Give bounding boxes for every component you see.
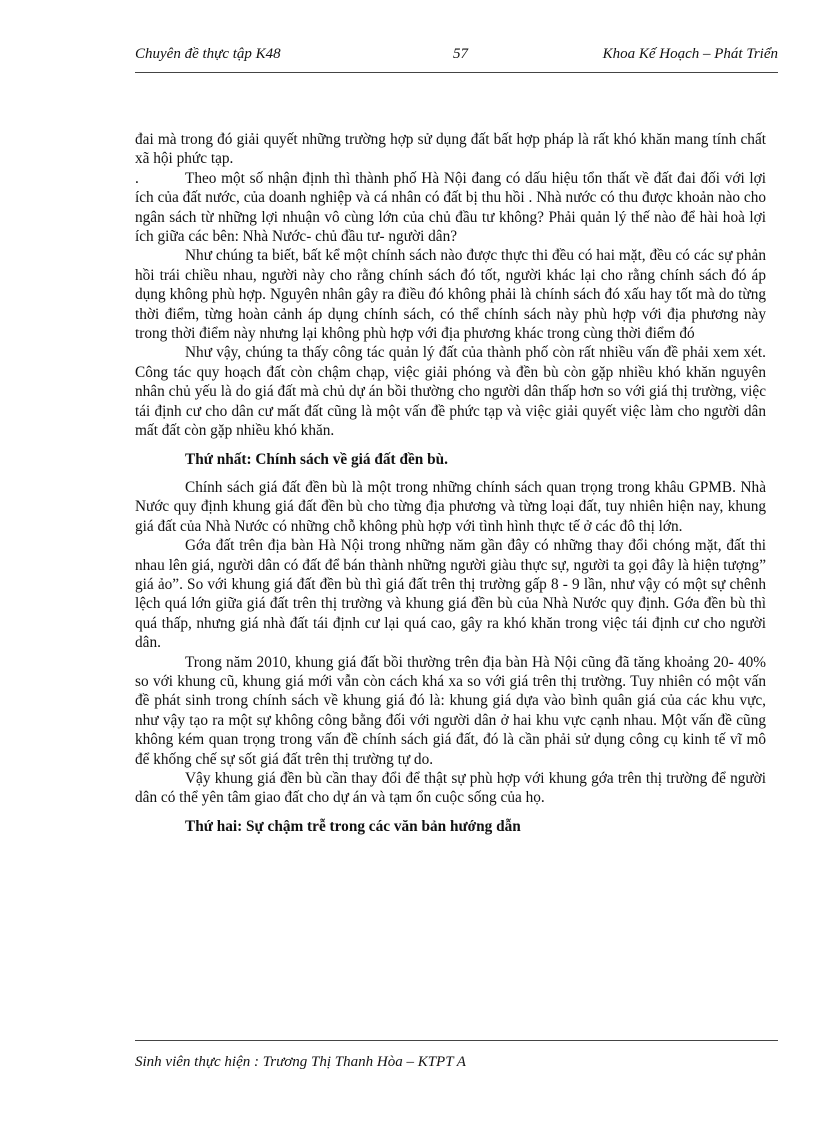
page-header xyxy=(135,46,778,70)
paragraph-2010-price-frame: Trong năm 2010, khung giá đất bồi thường trên địa bàn Hà Nội cũng đã tăng khoảng 20- 40% so với khung cũ, khung giá mới vẫn còn cách khá xa so với giá trên thị trường. Tuy nhiên có một vấn đề phát sinh trong chính sách về khung giá đó là: khung giá dựa vào bình quân giá của các khu vực, như vậy tạo ra một sự không công bằng đối với người dân ở hai khu vực cạnh nhau. Một vấn đề cũng không kém quan trọng trong vấn đề chính sách giá đất, đó là cần phải sử dụng công cụ kinh tế vĩ mô để khống chế sự sốt giá đất trên thị trường tự do. xyxy=(135,653,766,768)
paragraph-hanoi-land-price: Gớa đất trên địa bàn Hà Nội trong những năm gần đây có những thay đổi chóng mặt, đất thi nhau lên giá, người dân có đất để bán thành những người giàu thực sự, người ta gọi đây là hiện tượng” giá ảo”. So với khung giá đất đền bù thì giá đất trên thị trường gấp 8 - 9 lần, như vậy có một sự chênh lệch quá lớn giữa giá đất trên thị trường và khung giá đền bù của Nhà Nước quy định. Gớa đền bù thì quá thấp, nhưng giá nhà đất tái định cư lại quá cao, gây ra khó khăn trong việc tái định cư cho người dân. xyxy=(135,537,766,652)
paragraph-land-loss-text: Theo một số nhận định thì thành phố Hà Nội đang có dấu hiệu tổn thất về đất đai đối với lợi ích của đất nước, của doanh nghiệp và cá nhân có đất bị thu hồi . Nhà nước có thu được khoản nào cho ngân sách từ những lợi nhuận vô cùng lớn của chủ đầu tư không? Phải quản lý thế nào để hài hoà lợi ích giữa các bên: Nhà Nước- chủ đầu tư- người dân? xyxy=(135,169,766,246)
paragraph-price-frame-change: Vậy khung giá đền bù cần thay đổi để thật sự phù hợp với khung gớa trên thị trường để người dân có thể yên tâm giao đất cho dự án và tạm ổn cuộc sống của họ. xyxy=(135,770,766,807)
header-divider xyxy=(135,72,778,73)
stray-dot-mark: . xyxy=(135,169,139,187)
paragraph-land-loss xyxy=(135,169,766,247)
paragraph-policy-two-sides: Như chúng ta biết, bất kể một chính sách nào được thực thi đều có hai mặt, đều có các sự phản hồi trái chiều nhau, người này cho rằng chính sách đó tốt, người khác lại cho rằng chính sách đó áp dụng không phù hợp. Nguyên nhân gây ra điều đó không phải là chính sách đó xấu hay tốt mà do từng thời điểm, từng hoàn cảnh áp dụng chính sách, có thể chính sách này phù hợp với địa phương này trong thời điểm này nhưng lại không phù hợp với địa phương khác trong cùng thời điểm đó xyxy=(135,247,766,343)
footer-divider xyxy=(135,1040,778,1041)
document-body xyxy=(135,130,766,845)
heading-first-compensation-price: Thứ nhất: Chính sách về giá đất đền bù. xyxy=(185,450,448,468)
header-faculty: Khoa Kế Hoạch – Phát Triển xyxy=(602,46,778,62)
paragraph-continuation: đai mà trong đó giải quyết những trường hợp sử dụng đất bất hợp pháp là rất khó khăn mang tính chất xã hội phức tạp. xyxy=(135,131,766,168)
heading-second-delayed-guidance: Thứ hai: Sự chậm trễ trong các văn bản hướng dẫn xyxy=(185,817,521,835)
page-number: 57 xyxy=(453,46,468,62)
page-footer: Sinh viên thực hiện : Trương Thị Thanh Hòa – KTPT A xyxy=(135,1054,466,1070)
paragraph-price-policy: Chính sách giá đất đền bù là một trong những chính sách quan trọng trong khâu GPMB. Nhà Nước quy định khung giá đất đền bù cho từng địa phương và từng loại đất, tuy nhiên hiện nay, khung giá đất của Nhà Nước có những chỗ không phù hợp với tình hình thực tế ở các đô thị lớn. xyxy=(135,478,766,535)
header-course-title: Chuyên đề thực tập K48 xyxy=(135,46,281,62)
paragraph-management-issues: Như vậy, chúng ta thấy công tác quản lý đất của thành phố còn rất nhiều vấn đề phải xem xét. Công tác quy hoạch đất còn chậm chạp, việc giải phóng và đền bù còn gặp nhiều khó khăn nguyên nhân chủ yếu là do giá đất mà chủ dự án bồi thường cho người dân thấp hơn so với giá thị trường, việc tái định cư cho dân cư mất đất cũng là một vấn đề phức tạp và việc giải quyết việc làm cho người dân mất đất còn gặp nhiều khó khăn. xyxy=(135,344,766,440)
